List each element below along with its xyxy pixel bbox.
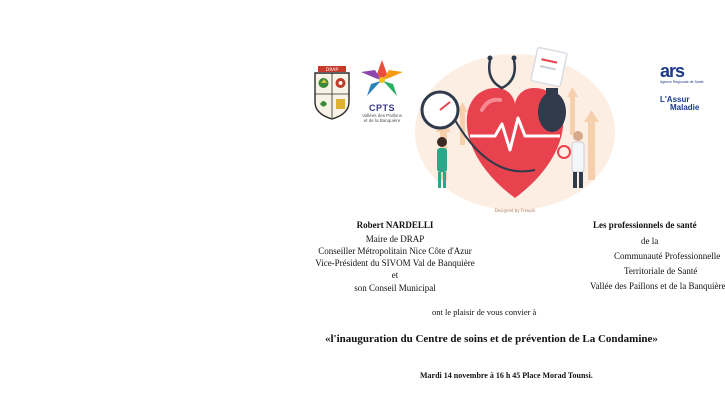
drap-label: DRAP: [325, 68, 339, 73]
health-illustration: [410, 40, 620, 220]
partners-title: Les professionnels de santé: [593, 220, 697, 230]
host-name: Robert NARDELLI: [356, 220, 434, 230]
ars-subtitle: Agence Régionale de Santé: [660, 80, 704, 84]
invitation-text: ont le plaisir de vous convier à: [432, 307, 537, 317]
partners-line-3: Territoriale de Santé: [624, 266, 698, 276]
host-line-3: Vice-Président du SIVOM Val de Banquière: [315, 258, 475, 268]
host-line-1: Maire de DRAP: [365, 234, 425, 244]
partners-line-4: Vallée des Paillons et de la Banquière: [590, 281, 725, 291]
event-title: «l'inauguration du Centre de soins et de prévention de La Condamine»: [325, 333, 658, 345]
partners-line-2: Communauté Professionnelle: [614, 251, 721, 261]
partners-line-1: de la: [641, 236, 659, 246]
host-line-2: Conseiller Métropolitain Nice Côte d'Azur: [318, 246, 472, 256]
host-line-5: son Conseil Municipal: [354, 283, 436, 293]
cpts-subtitle-1: Vallées des Paillons: [362, 113, 402, 118]
host-line-4: et: [391, 270, 399, 280]
event-date: Mardi 14 novembre à 16 h 45 Place Morad Tounsi.: [420, 371, 593, 380]
drap-logo: [312, 66, 352, 120]
ars-name: ars: [660, 61, 685, 81]
assurance-maladie-logo: [660, 96, 700, 126]
cpts-star-icon: [359, 58, 405, 100]
assurance-line-2: Maladie: [670, 103, 700, 112]
ars-logo: [660, 61, 704, 92]
cpts-logo: [356, 58, 408, 126]
cpts-subtitle-2: et de la Banquière: [363, 118, 401, 123]
cpts-name: CPTS: [368, 103, 395, 113]
illustration-caption: Designed by Freepik: [494, 208, 536, 213]
assurance-line-1: L'Assur: [660, 95, 690, 104]
